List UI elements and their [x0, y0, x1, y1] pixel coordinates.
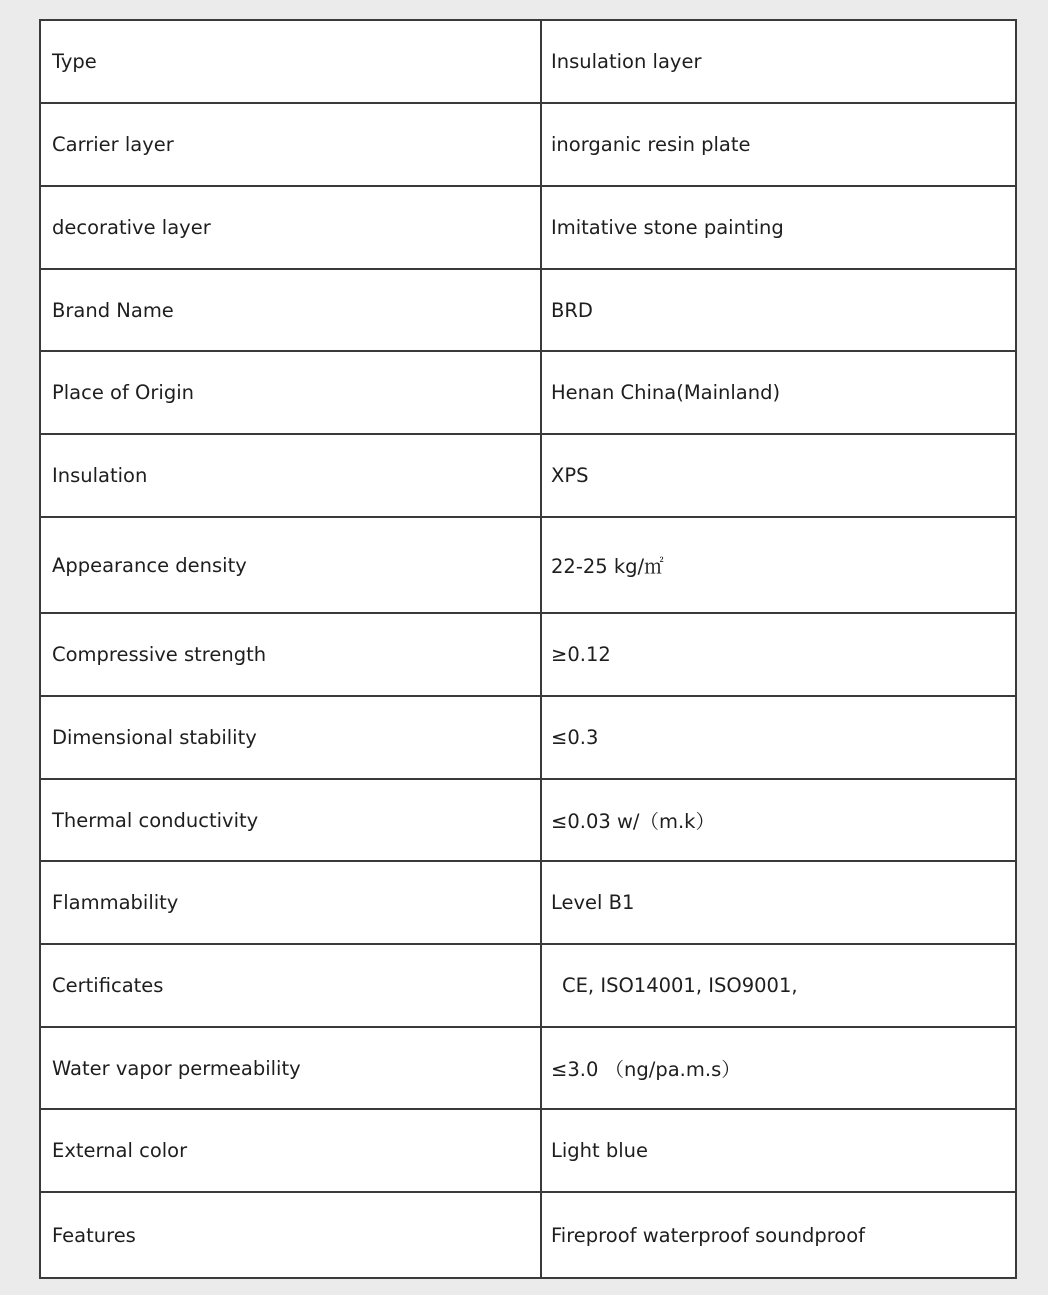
- row-key-place-of-origin: Place of Origin: [40, 351, 541, 434]
- row-key-insulation: Insulation: [40, 434, 541, 517]
- row-key-dimensional-stability: Dimensional stability: [40, 696, 541, 779]
- table-row: [40, 186, 1016, 269]
- row-key-appearance-density: Appearance density: [40, 517, 541, 613]
- row-key-type: Type: [40, 20, 541, 103]
- row-key-external-color: External color: [40, 1109, 541, 1192]
- table-row: [40, 1027, 1016, 1109]
- row-value-features: Fireproof waterproof soundproof: [541, 1192, 1016, 1278]
- row-value-place-of-origin: Henan China(Mainland): [541, 351, 1016, 434]
- table-row: [40, 944, 1016, 1027]
- table-row: [40, 103, 1016, 186]
- row-key-flammability: Flammability: [40, 861, 541, 944]
- table-row: [40, 861, 1016, 944]
- row-value-compressive-strength: ≥0.12: [541, 613, 1016, 696]
- row-key-carrier-layer: Carrier layer: [40, 103, 541, 186]
- spec-sheet: [39, 19, 1017, 1277]
- row-value-appearance-density: 22-25 kg/㎡: [541, 517, 1016, 613]
- row-value-water-vapor-permeability: ≤3.0 （ng/pa.m.s）: [541, 1027, 1016, 1109]
- table-row: [40, 269, 1016, 351]
- row-value-insulation: XPS: [541, 434, 1016, 517]
- table-row: [40, 351, 1016, 434]
- row-value-external-color: Light blue: [541, 1109, 1016, 1192]
- table-row: [40, 517, 1016, 613]
- row-value-brand-name: BRD: [541, 269, 1016, 351]
- spec-table: [39, 19, 1017, 1279]
- row-key-certificates: Certificates: [40, 944, 541, 1027]
- row-key-brand-name: Brand Name: [40, 269, 541, 351]
- table-row: [40, 696, 1016, 779]
- table-row: [40, 613, 1016, 696]
- row-value-certificates: CE, ISO14001, ISO9001,: [541, 944, 1016, 1027]
- row-key-decorative-layer: decorative layer: [40, 186, 541, 269]
- row-key-compressive-strength: Compressive strength: [40, 613, 541, 696]
- row-value-dimensional-stability: ≤0.3: [541, 696, 1016, 779]
- table-row: [40, 779, 1016, 861]
- table-row: [40, 20, 1016, 103]
- row-key-thermal-conductivity: Thermal conductivity: [40, 779, 541, 861]
- row-value-thermal-conductivity: ≤0.03 w/（m.k）: [541, 779, 1016, 861]
- row-key-features: Features: [40, 1192, 541, 1278]
- row-value-decorative-layer: Imitative stone painting: [541, 186, 1016, 269]
- row-value-type: Insulation layer: [541, 20, 1016, 103]
- table-row: [40, 434, 1016, 517]
- table-row: [40, 1109, 1016, 1192]
- row-value-carrier-layer: inorganic resin plate: [541, 103, 1016, 186]
- row-key-water-vapor-permeability: Water vapor permeability: [40, 1027, 541, 1109]
- table-row: [40, 1192, 1016, 1278]
- row-value-flammability: Level B1: [541, 861, 1016, 944]
